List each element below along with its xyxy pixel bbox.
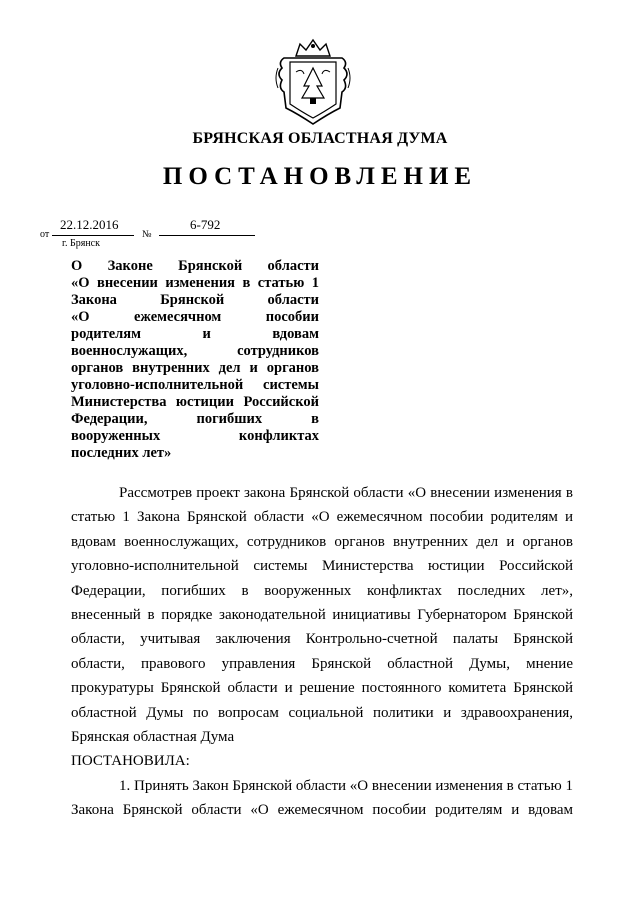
subject-line: вооруженных конфликтах bbox=[71, 428, 319, 444]
subject-line: Министерства юстиции Российской bbox=[71, 394, 319, 410]
number-prefix: № bbox=[142, 229, 152, 240]
date-prefix: от bbox=[40, 229, 50, 240]
subject-line: «О внесении изменения в статью 1 bbox=[71, 275, 319, 291]
document-number: 6-792 bbox=[190, 217, 221, 232]
body-line: Рассмотрев проект закона Брянской области «О внесении изменения в bbox=[119, 485, 573, 501]
subject-line: О Законе Брянской области bbox=[71, 258, 319, 274]
body-line: областной Думы по вопросам социальной политики и здравоохранения, bbox=[71, 704, 573, 721]
body-line: внесенный в порядке законодательной инициативы Губернатором Брянской bbox=[71, 607, 573, 624]
document-date: 22.12.2016 bbox=[60, 217, 119, 232]
body-line: статью 1 Закона Брянской области «О ежемесячном пособии родителям и bbox=[71, 509, 573, 526]
resolution-heading: ПОСТАНОВИЛА: bbox=[71, 753, 190, 770]
body-line: вдовам военнослужащих, сотрудников органов внутренних дел и органов bbox=[71, 533, 573, 550]
body-line: Закона Брянской области «О ежемесячном пособии родителям и вдовам bbox=[71, 802, 573, 819]
body-line: Брянская областная Дума bbox=[71, 729, 235, 746]
subject-line: уголовно-исполнительной системы bbox=[71, 377, 319, 393]
document-type-title: ПОСТАНОВЛЕНИЕ bbox=[162, 163, 478, 190]
body-line: Федерации, погибших в вооруженных конфликтах последних лет», bbox=[71, 582, 573, 599]
body-line: 1. Принять Закон Брянской области «О внесении изменения в статью 1 bbox=[119, 777, 573, 794]
document-subject bbox=[71, 258, 319, 462]
body-line: области, правового управления Брянской областной Думы, мнение bbox=[71, 655, 573, 672]
document-city: г. Брянск bbox=[62, 238, 100, 249]
subject-line: Закона Брянской области bbox=[71, 292, 319, 308]
subject-line: военнослужащих, сотрудников bbox=[71, 343, 319, 359]
subject-line: «О ежемесячном пособии bbox=[71, 309, 319, 325]
body-line: уголовно-исполнительной системы Министерства юстиции Российской bbox=[71, 558, 573, 575]
subject-line: родителям и вдовам bbox=[71, 326, 319, 342]
body-line: прокуратуры Брянской области и решение постоянного комитета Брянской bbox=[71, 680, 573, 697]
number-underline bbox=[159, 235, 255, 236]
subject-line: Федерации, погибших в bbox=[71, 411, 319, 427]
body-line: области, учитывая заключения Контрольно-счетной палаты Брянской bbox=[71, 631, 573, 648]
subject-line: последних лет» bbox=[71, 445, 172, 461]
organization-name: БРЯНСКАЯ ОБЛАСТНАЯ ДУМА bbox=[192, 130, 448, 147]
subject-line: органов внутренних дел и органов bbox=[71, 360, 319, 376]
document-body bbox=[71, 481, 573, 823]
date-underline bbox=[52, 235, 134, 236]
coat-of-arms-icon bbox=[274, 38, 352, 128]
